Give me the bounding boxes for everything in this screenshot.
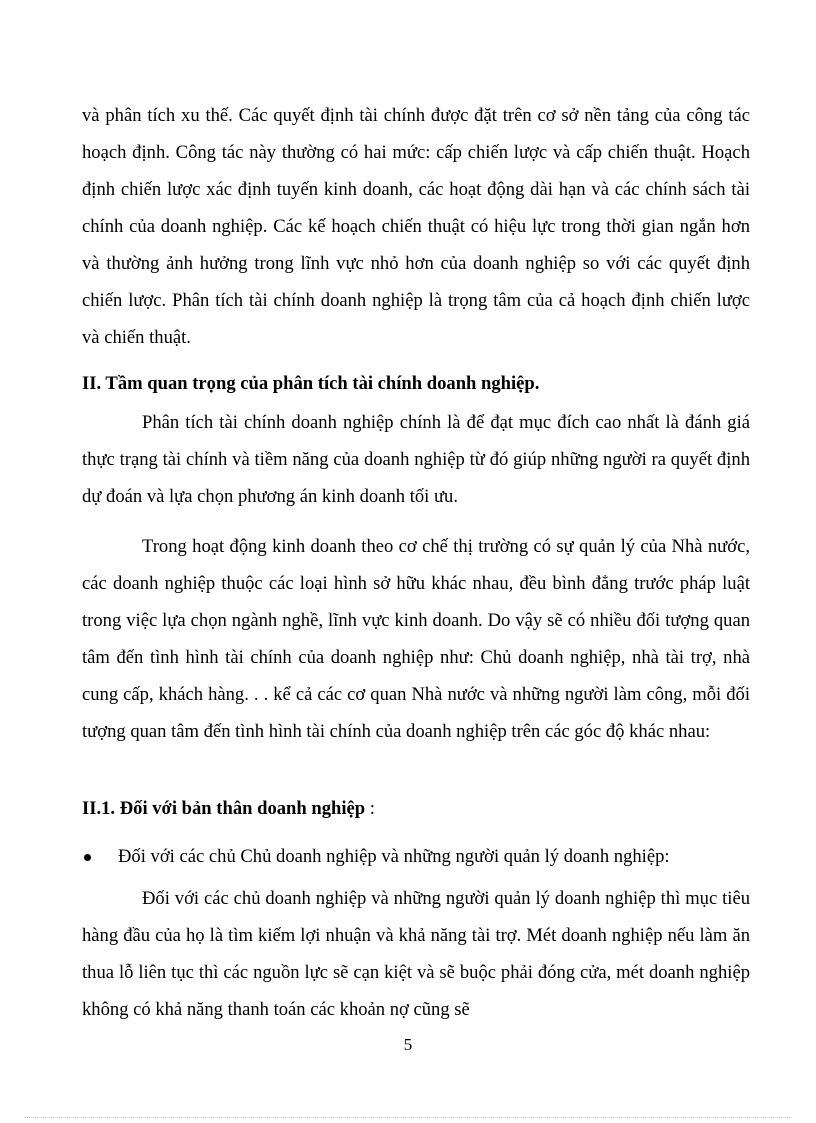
subsection-heading-colon: : — [365, 798, 375, 819]
bullet-icon — [82, 838, 118, 875]
section-paragraph-1: Phân tích tài chính doanh nghiệp chính là để đạt mục đích cao nhất là đánh giá thực trạng tài chính và tiềm năng của doanh nghiệp từ đó giúp những người ra quyết định dự đoán và lựa chọn phương án kinh doanh tối ưu. — [82, 412, 750, 507]
page-number: 5 — [403, 1035, 413, 1054]
subsection-heading-row — [82, 790, 750, 827]
intro-paragraph: và phân tích xu thế. Các quyết định tài chính được đặt trên cơ sở nền tảng của công tác hoạch định. Công tác này thường có hai mức: cấp chiến lược và cấp chiến thuật. Hoạch định chiến lược xác định tuyến kinh doanh, các hoạt động dài hạn và các chính sách tài chính của doanh nghiệp. Các kế hoạch chiến thuật có hiệu lực trong thời gian ngắn hơn và thường ảnh hưởng trong lĩnh vực nhỏ hơn của doanh nghiệp so với các quyết định chiến lược. Phân tích tài chính doanh nghiệp là trọng tâm của cả hoạch định chiến lược và chiến thuật. — [82, 105, 750, 348]
section-paragraph-2: Trong hoạt động kinh doanh theo cơ chế thị trường có sự quản lý của Nhà nước, các doanh nghiệp thuộc các loại hình sở hữu khác nhau, đều bình đẳng trước pháp luật trong việc lựa chọn ngành nghề, lĩnh vực kinh doanh. Do vậy sẽ có nhiều đối tượng quan tâm đến tình hình tài chính của doanh nghiệp như: Chủ doanh nghiệp, nhà tài trợ, nhà cung cấp, khách hàng. . . kể cả các cơ quan Nhà nước và những người làm công, mỗi đối tượng quan tâm đến tình hình tài chính của doanh nghiệp trên các góc độ khác nhau: — [82, 536, 750, 742]
subsection-heading: II.1. Đối với bản thân doanh nghiệp — [82, 798, 366, 819]
subsection-paragraph: Đối với các chủ doanh nghiệp và những người quản lý doanh nghiệp thì mục tiêu hàng đầu của họ là tìm kiếm lợi nhuận và khả năng tài trợ. Mét doanh nghiệp nếu làm ăn thua lỗ liên tục thì các nguồn lực sẽ cạn kiệt và sẽ buộc phải đóng cửa, mét doanh nghiệp không có khả năng thanh toán các khoản nợ cũng sẽ — [82, 888, 750, 1020]
section-heading: II. Tầm quan trọng của phân tích tài chính doanh nghiệp. — [82, 373, 540, 394]
bullet-list-item — [82, 838, 750, 875]
page-bottom-divider — [24, 1117, 792, 1118]
bullet-item-text: Đối với các chủ Chủ doanh nghiệp và những người quản lý doanh nghiệp: — [118, 846, 670, 867]
